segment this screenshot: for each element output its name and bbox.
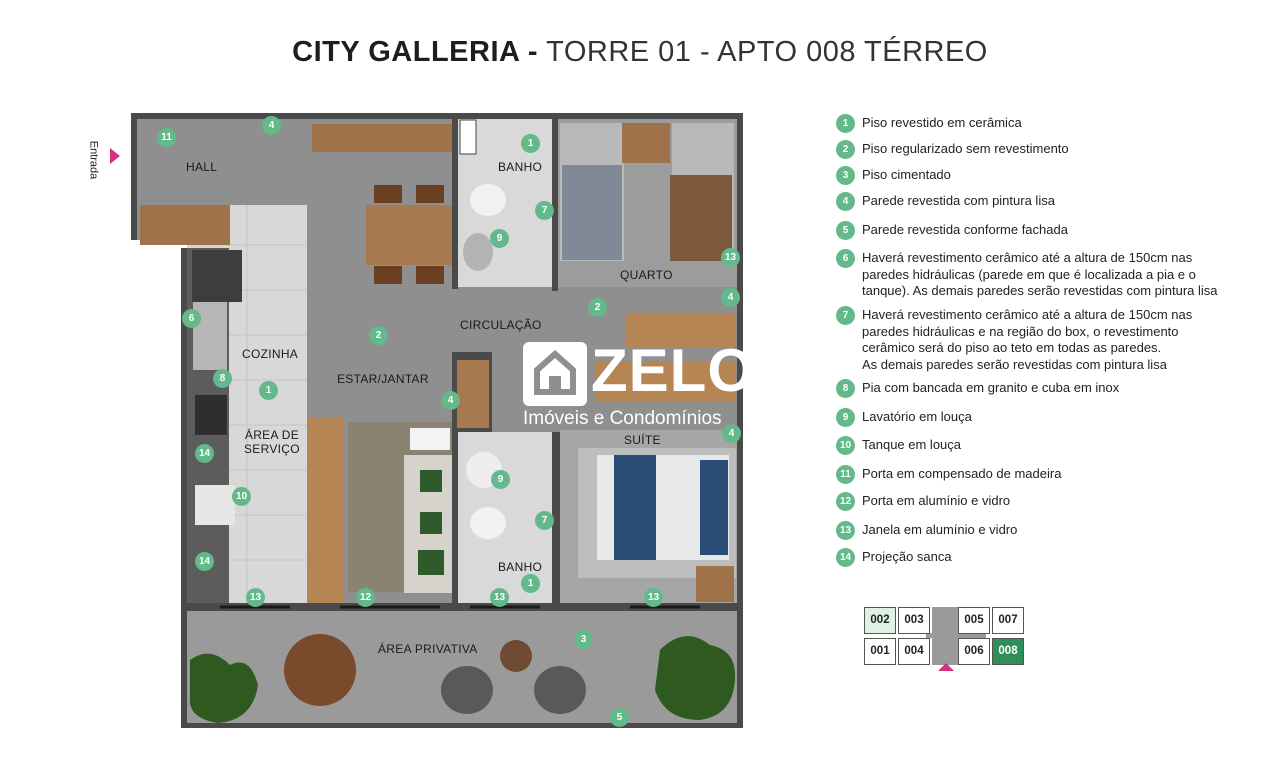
plan-marker: 1 bbox=[259, 381, 278, 400]
legend-number: 7 bbox=[836, 306, 855, 325]
room-estar-jantar: ESTAR/JANTAR bbox=[337, 372, 429, 386]
unit-008-selected: 008 bbox=[992, 638, 1024, 665]
unit-007: 007 bbox=[992, 607, 1024, 634]
house-icon bbox=[523, 342, 587, 406]
plan-marker: 13 bbox=[721, 248, 740, 267]
legend-text: Porta em alumínio e vidro bbox=[862, 493, 1011, 508]
legend-text: Piso regularizado sem revestimento bbox=[862, 141, 1069, 156]
plan-marker: 4 bbox=[722, 424, 741, 443]
room-circulacao: CIRCULAÇÃO bbox=[460, 318, 542, 332]
legend-text: Haverá revestimento cerâmico até a altura de 150cm nas paredes hidráulicas e na região do box, o revestimento cerâmico será do piso ao teto em todas as paredes. As demais paredes serão revestidas com pintura lisa bbox=[862, 307, 1193, 372]
plan-marker: 9 bbox=[491, 470, 510, 489]
room-area-servico: ÁREA DE SERVIÇO bbox=[244, 428, 300, 456]
plan-marker: 8 bbox=[213, 369, 232, 388]
room-hall: HALL bbox=[186, 160, 218, 174]
legend-text: Pia com bancada em granito e cuba em inox bbox=[862, 380, 1120, 395]
entrance-label: Entrada bbox=[87, 140, 100, 180]
title-light: TORRE 01 - APTO 008 TÉRREO bbox=[546, 36, 988, 68]
legend-number: 4 bbox=[836, 192, 855, 211]
room-banho-top: BANHO bbox=[498, 160, 543, 174]
plan-marker: 13 bbox=[644, 588, 663, 607]
legend-number: 8 bbox=[836, 379, 855, 398]
legend-number: 13 bbox=[836, 521, 855, 540]
room-cozinha: COZINHA bbox=[242, 347, 299, 361]
room-banho-bottom: BANHO bbox=[498, 560, 543, 574]
plan-marker: 10 bbox=[232, 487, 251, 506]
plan-marker: 9 bbox=[490, 229, 509, 248]
plan-marker: 4 bbox=[262, 116, 281, 135]
legend-text: Tanque em louça bbox=[862, 437, 962, 452]
watermark-word: ZELO bbox=[591, 337, 755, 404]
entrance-indicator bbox=[84, 132, 118, 192]
legend-number: 6 bbox=[836, 249, 855, 268]
legend-number: 11 bbox=[836, 465, 855, 484]
legend-number: 10 bbox=[836, 436, 855, 455]
watermark-logo bbox=[523, 337, 755, 435]
plan-marker: 2 bbox=[588, 298, 607, 317]
unit-entrance-arrow-icon bbox=[938, 663, 954, 671]
plan-marker: 3 bbox=[574, 630, 593, 649]
legend-number: 2 bbox=[836, 140, 855, 159]
unit-003: 003 bbox=[898, 607, 930, 634]
legend-text: Janela em alumínio e vidro bbox=[862, 522, 1018, 537]
unit-004: 004 bbox=[898, 638, 930, 665]
entrance-arrow-icon bbox=[110, 148, 120, 164]
legend-text: Piso revestido em cerâmica bbox=[862, 115, 1022, 130]
legend-text: Lavatório em louça bbox=[862, 409, 972, 424]
room-quarto: QUARTO bbox=[620, 268, 673, 282]
plan-marker: 7 bbox=[535, 511, 554, 530]
plan-marker: 13 bbox=[490, 588, 509, 607]
title-bold: CITY GALLERIA - bbox=[292, 36, 539, 68]
legend-number: 1 bbox=[836, 114, 855, 133]
legend-text: Piso cimentado bbox=[862, 167, 951, 182]
unit-001: 001 bbox=[864, 638, 896, 665]
unit-location-key bbox=[864, 607, 1026, 665]
plan-marker: 1 bbox=[521, 134, 540, 153]
legend-text: Haverá revestimento cerâmico até a altura de 150cm nas paredes hidráulicas (parede em que é localizada a pia e o tanque). As demais paredes serão revestidas com pintura lisa bbox=[862, 250, 1218, 298]
watermark-subtitle: Imóveis e Condomínios bbox=[523, 408, 722, 429]
legend-text: Projeção sanca bbox=[862, 549, 952, 564]
legend-number: 12 bbox=[836, 492, 855, 511]
plan-marker: 11 bbox=[157, 128, 176, 147]
unit-005: 005 bbox=[958, 607, 990, 634]
legend-text: Parede revestida com pintura lisa bbox=[862, 193, 1055, 208]
unit-002: 002 bbox=[864, 607, 896, 634]
legend-number: 5 bbox=[836, 221, 855, 240]
legend-text: Parede revestida conforme fachada bbox=[862, 222, 1068, 237]
unit-006: 006 bbox=[958, 638, 990, 665]
legend-number: 14 bbox=[836, 548, 855, 567]
plan-marker: 14 bbox=[195, 552, 214, 571]
plan-marker: 14 bbox=[195, 444, 214, 463]
room-suite: SUÍTE bbox=[624, 433, 661, 447]
legend-text: Porta em compensado de madeira bbox=[862, 466, 1062, 481]
plan-marker: 4 bbox=[441, 391, 460, 410]
plan-marker: 1 bbox=[521, 574, 540, 593]
plan-marker: 13 bbox=[246, 588, 265, 607]
plan-marker: 4 bbox=[721, 288, 740, 307]
plan-marker: 6 bbox=[182, 309, 201, 328]
legend-number: 9 bbox=[836, 408, 855, 427]
plan-marker: 12 bbox=[356, 588, 375, 607]
plan-marker: 7 bbox=[535, 201, 554, 220]
room-area-privativa: ÁREA PRIVATIVA bbox=[378, 642, 478, 656]
plan-marker: 5 bbox=[610, 708, 629, 727]
plan-marker: 2 bbox=[369, 326, 388, 345]
legend-number: 3 bbox=[836, 166, 855, 185]
